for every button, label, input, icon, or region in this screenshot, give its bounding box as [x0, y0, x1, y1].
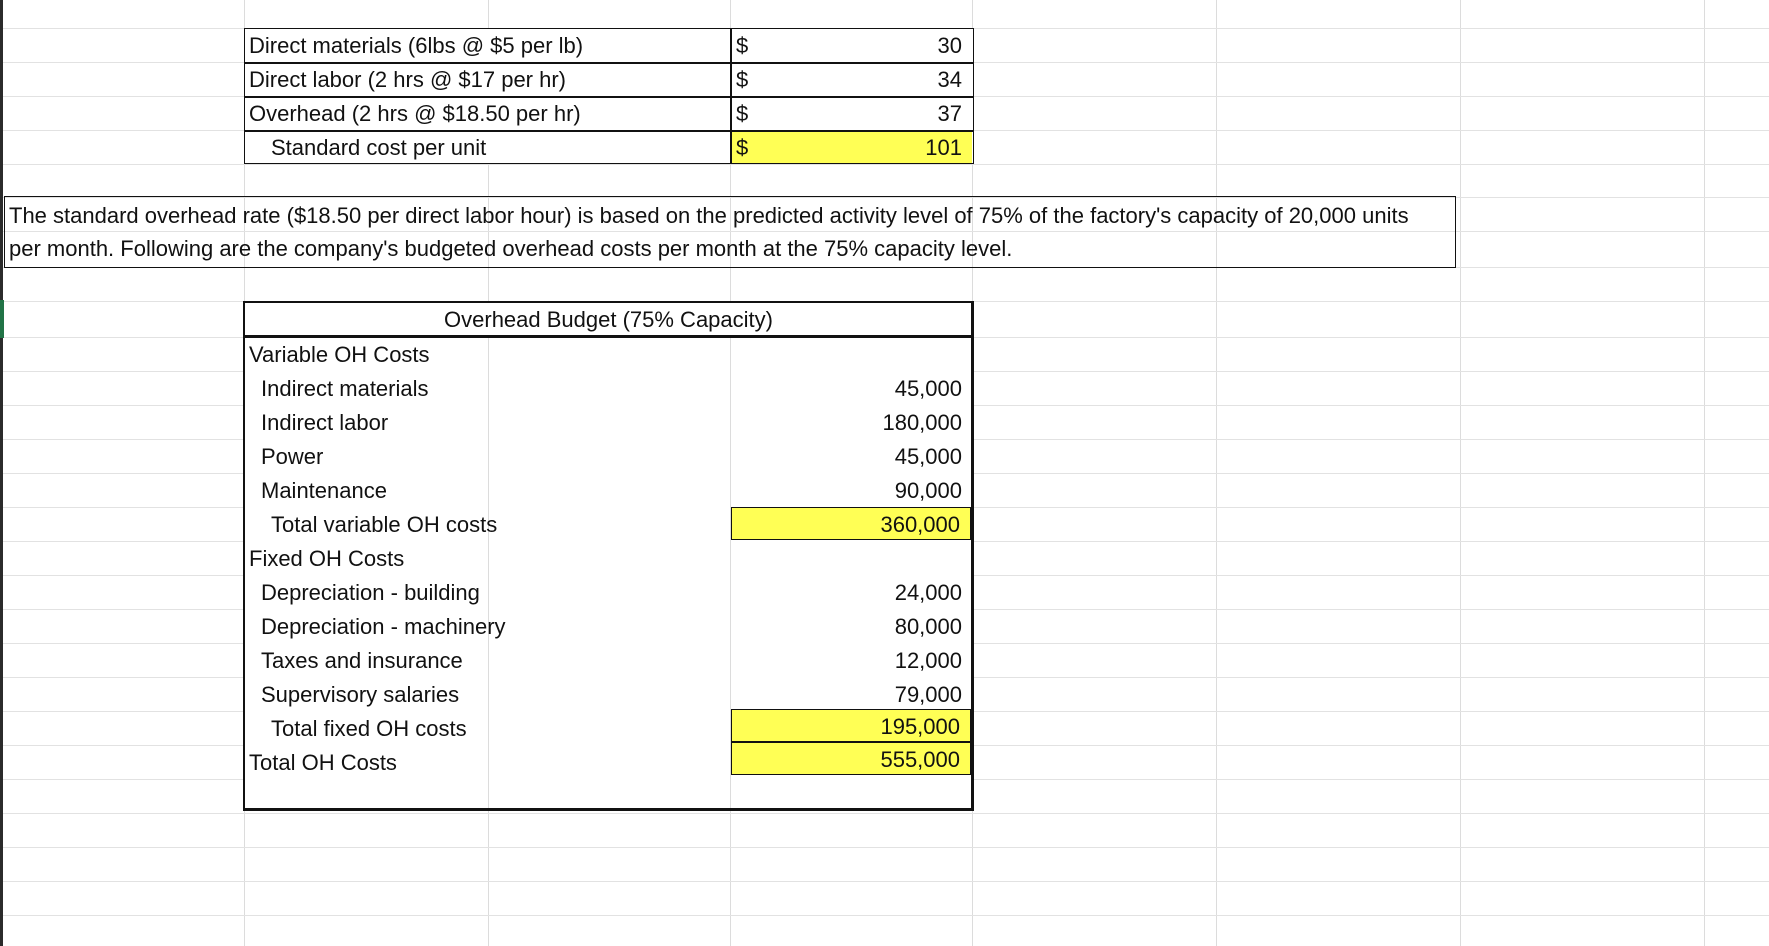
grand-total-label[interactable]: Total OH Costs [249, 750, 397, 775]
fixed-item-label[interactable]: Taxes and insurance [261, 648, 463, 673]
standard-cost-total-value[interactable]: 101 [925, 135, 962, 160]
fixed-total-value[interactable]: 195,000 [731, 709, 971, 742]
fixed-item-label[interactable]: Depreciation - building [261, 580, 480, 605]
description-line-1: The standard overhead rate ($18.50 per direct labor hour) is based on the predicted activity level of 75% of the factory's capacity of 20,000 units [9, 203, 1409, 228]
variable-item-label[interactable]: Power [261, 444, 324, 469]
cost-label-direct-materials[interactable]: Direct materials (6lbs @ $5 per lb) [249, 33, 584, 58]
grid-row-line [0, 847, 1769, 848]
fixed-item-value[interactable]: 12,000 [894, 648, 962, 673]
row-selection-indicator [0, 300, 4, 338]
fixed-item-label[interactable]: Depreciation - machinery [261, 614, 506, 639]
fixed-item-value[interactable]: 80,000 [894, 614, 962, 639]
grid-row-line [0, 915, 1769, 916]
sheet-left-edge [0, 0, 3, 946]
currency-symbol: $ [736, 67, 749, 92]
description-line-2: per month. Following are the company's budgeted overhead costs per month at the 75% capacity level. [9, 236, 1013, 261]
variable-item-label[interactable]: Indirect labor [261, 410, 389, 435]
cost-value-direct-materials[interactable]: 30 [937, 33, 962, 58]
variable-item-label[interactable]: Indirect materials [261, 376, 429, 401]
cost-label-overhead[interactable]: Overhead (2 hrs @ $18.50 per hr) [249, 101, 581, 126]
variable-item-value[interactable]: 180,000 [882, 410, 962, 435]
overhead-budget-title[interactable]: Overhead Budget (75% Capacity) [444, 307, 773, 332]
variable-item-label[interactable]: Maintenance [261, 478, 387, 503]
standard-cost-total-label[interactable]: Standard cost per unit [271, 135, 487, 160]
grid-row-line [0, 881, 1769, 882]
fixed-total-label[interactable]: Total fixed OH costs [271, 716, 467, 741]
currency-symbol: $ [736, 101, 749, 126]
cost-label-direct-labor[interactable]: Direct labor (2 hrs @ $17 per hr) [249, 67, 567, 92]
currency-symbol: $ [736, 33, 749, 58]
currency-symbol: $ [736, 135, 749, 160]
fixed-item-label[interactable]: Supervisory salaries [261, 682, 460, 707]
variable-item-value[interactable]: 90,000 [894, 478, 962, 503]
grand-total-value[interactable]: 555,000 [731, 742, 971, 775]
variable-item-value[interactable]: 45,000 [894, 444, 962, 469]
variable-total-label[interactable]: Total variable OH costs [271, 512, 498, 537]
fixed-item-value[interactable]: 24,000 [894, 580, 962, 605]
description-text-box[interactable] [4, 196, 1456, 268]
fixed-item-value[interactable]: 79,000 [894, 682, 962, 707]
variable-oh-header[interactable]: Variable OH Costs [249, 342, 430, 367]
variable-item-value[interactable]: 45,000 [894, 376, 962, 401]
cost-value-overhead[interactable]: 37 [937, 101, 962, 126]
fixed-oh-header[interactable]: Fixed OH Costs [249, 546, 405, 571]
grid-row-line [0, 813, 1769, 814]
variable-total-value[interactable]: 360,000 [731, 507, 971, 540]
grid-row-line [0, 164, 1769, 165]
cost-value-direct-labor[interactable]: 34 [937, 67, 962, 92]
